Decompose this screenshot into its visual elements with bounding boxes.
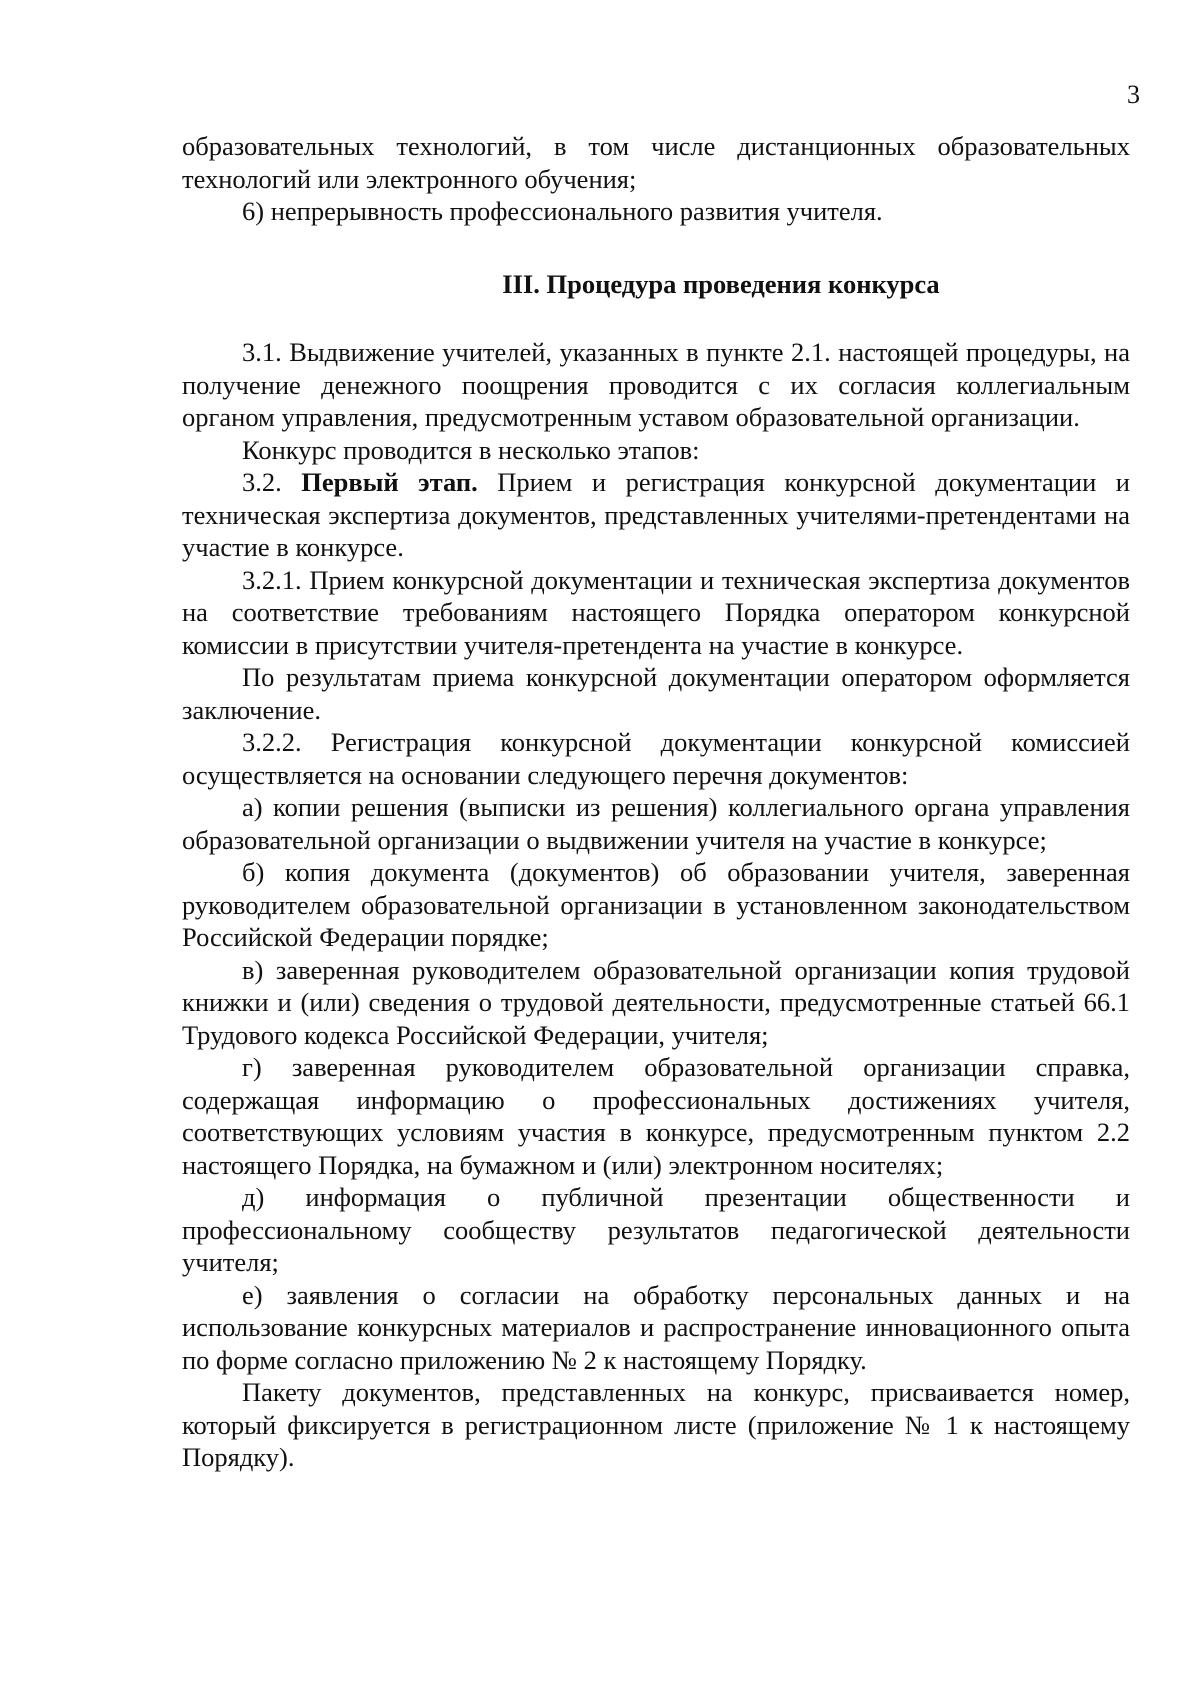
paragraph-results: По результатам приема конкурсной документации оператором оформляется заключение. bbox=[182, 662, 1130, 725]
paragraph-package: Пакету документов, представленных на конкурс, присваивается номер, который фиксируется в регистрационном листе (приложение № 1 к настоящему Порядку). bbox=[182, 1377, 1130, 1472]
paragraph-item-6: 6) непрерывность профессионального развития учителя. bbox=[242, 196, 883, 226]
paragraph-3-2-bold-title: Первый этап. bbox=[301, 467, 478, 497]
list-item-b: б) копия документа (документов) об образовании учителя, заверенная руководителем образовательной организации в установленном законодательством Российской Федерации порядке; bbox=[182, 857, 1130, 952]
list-item-v: в) заверенная руководителем образовательной организации копия трудовой книжки и (или) сведения о трудовой деятельности, предусмотренные статьей 66.1 Трудового кодекса Российской Федерации, учителя; bbox=[182, 954, 1130, 1050]
paragraph-3-2 bbox=[182, 466, 1130, 564]
paragraph-3-1: 3.1. Выдвижение учителей, указанных в пункте 2.1. настоящей процедуры, на получение денежного поощрения проводится с их согласия коллегиальным органом управления, предусмотренным уставом образовательной организации. bbox=[182, 337, 1130, 432]
paragraph-3-2-text: Прием и регистрация конкурсной документации и техническая экспертиза документов, представленных учителями-претендентами на участие в конкурсе. bbox=[182, 467, 1130, 562]
section-heading: III. Процедура проведения конкурса bbox=[502, 268, 940, 299]
list-item-d: д) информация о публичной презентации общественности и профессиональному сообществу результатов педагогической деятельности учителя; bbox=[182, 1182, 1130, 1277]
paragraph-continuation: образовательных технологий, в том числе дистанционных образовательных технологий или электронного обучения; bbox=[182, 131, 1130, 194]
list-item-g: г) заверенная руководителем образовательной организации справка, содержащая информацию о профессиональных достижениях учителя, соответствующих условиям участия в конкурсе, предусмотренным пунктом 2.2 настоящего Порядка, на бумажном и (или) электронном носителях; bbox=[182, 1052, 1130, 1180]
list-item-e: е) заявления о согласии на обработку персональных данных и на использование конкурсных материалов и распространение инновационного опыта по форме согласно приложению № 2 к настоящему Порядку. bbox=[182, 1279, 1130, 1375]
paragraph-3-2-1: 3.2.1. Прием конкурсной документации и техническая экспертиза документов на соответствие требованиям настоящего Порядка оператором конкурсной комиссии в присутствии учителя-претендента на участие в конкурсе. bbox=[182, 564, 1130, 660]
paragraph-3-2-number: 3.2. bbox=[242, 467, 282, 497]
paragraph-stages: Конкурс проводится в несколько этапов: bbox=[242, 434, 700, 465]
document-body bbox=[182, 130, 1130, 1474]
list-item-a: а) копии решения (выписки из решения) коллегиального органа управления образовательной организации о выдвижении учителя на участие в конкурсе; bbox=[182, 792, 1130, 855]
page-number: 3 bbox=[1127, 80, 1140, 109]
paragraph-3-2-2: 3.2.2. Регистрация конкурсной документации конкурсной комиссией осуществляется на основании следующего перечня документов: bbox=[182, 727, 1130, 790]
